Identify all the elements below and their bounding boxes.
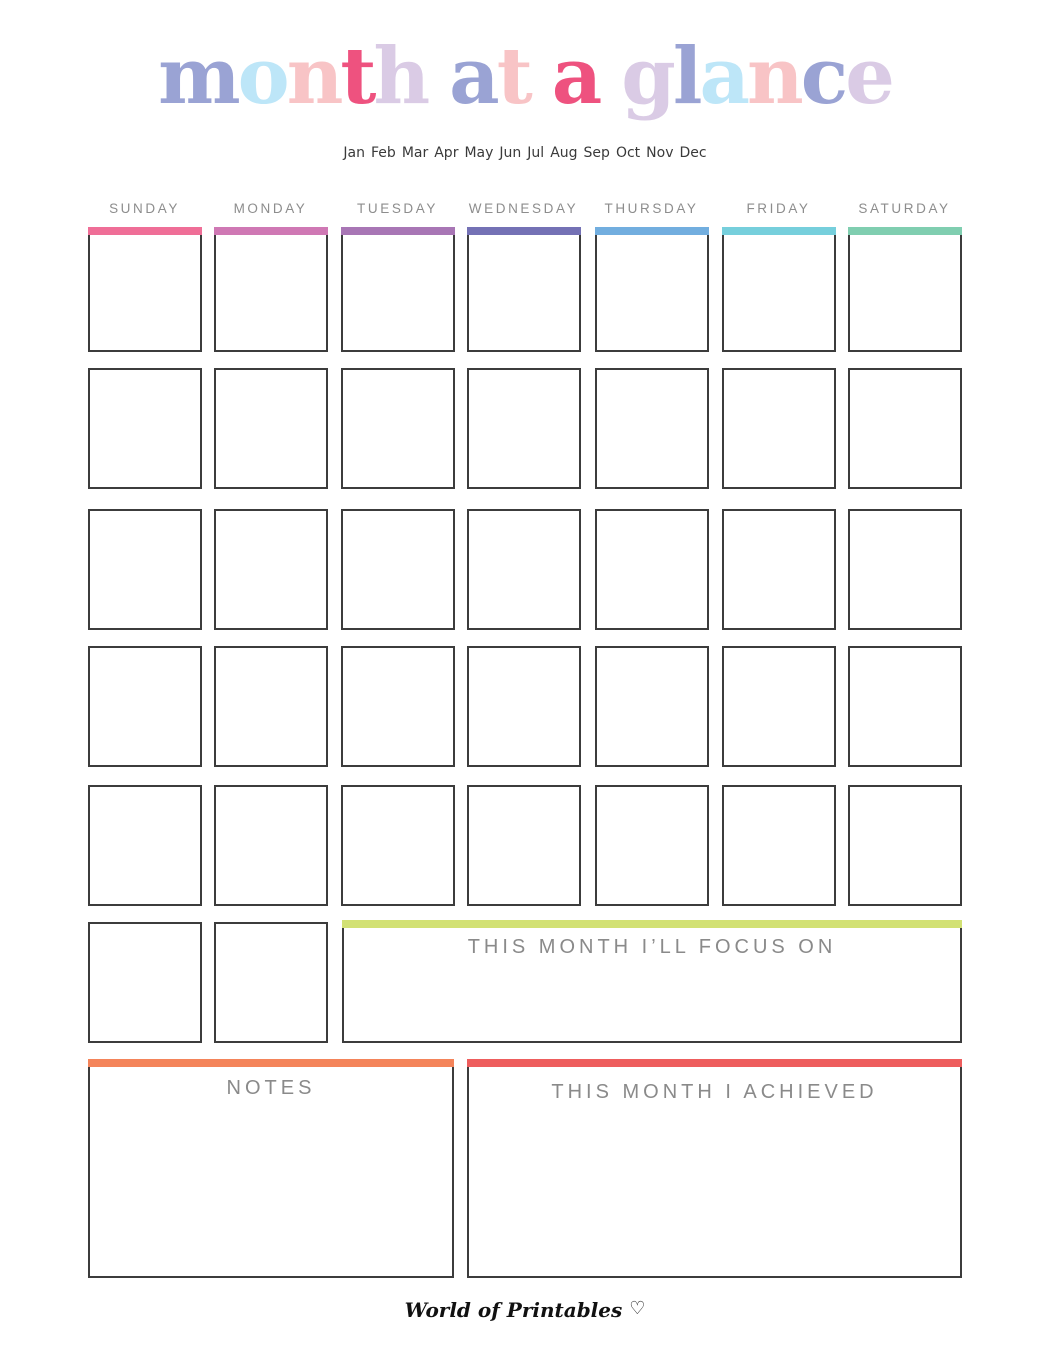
- notes-label: NOTES: [226, 1077, 316, 1099]
- title-letter: m: [158, 31, 238, 122]
- title-space: [530, 22, 552, 132]
- focus-label: THIS MONTH I’LL FOCUS ON: [467, 936, 837, 958]
- month-feb: Feb: [371, 145, 396, 161]
- day-cell[interactable]: [722, 646, 836, 767]
- day-header-friday: FRIDAY: [746, 201, 811, 216]
- month-jan: Jan: [343, 145, 366, 161]
- day-cell[interactable]: [88, 368, 202, 489]
- day-cell[interactable]: [214, 509, 328, 630]
- page-title: [0, 22, 1050, 132]
- day-cell[interactable]: [214, 646, 328, 767]
- heart-icon: ♡: [629, 1298, 646, 1319]
- month-aug: Aug: [550, 145, 578, 161]
- day-cell[interactable]: [214, 235, 328, 352]
- day-color-bar-tuesday: [341, 227, 455, 235]
- brand-logo: [0, 1298, 1050, 1322]
- title-letter: h: [373, 31, 428, 122]
- day-cell[interactable]: [595, 509, 709, 630]
- notes-box[interactable]: [88, 1067, 454, 1278]
- day-cell[interactable]: [722, 368, 836, 489]
- month-jun: Jun: [499, 145, 522, 161]
- title-letter: a: [699, 31, 748, 122]
- day-cell[interactable]: [88, 646, 202, 767]
- day-cell[interactable]: [88, 235, 202, 352]
- day-header-monday: MONDAY: [233, 201, 308, 216]
- day-cell[interactable]: [341, 785, 455, 906]
- day-cell[interactable]: [848, 646, 962, 767]
- day-cell[interactable]: [341, 646, 455, 767]
- title-letter: n: [747, 31, 801, 122]
- title-letter: t: [340, 31, 374, 122]
- day-cell[interactable]: [341, 235, 455, 352]
- day-cell[interactable]: [214, 922, 328, 1043]
- month-jul: Jul: [527, 145, 545, 161]
- title-letter: e: [845, 31, 892, 122]
- month-dec: Dec: [679, 145, 707, 161]
- day-cell[interactable]: [722, 509, 836, 630]
- day-cell[interactable]: [722, 785, 836, 906]
- title-space: [427, 22, 449, 132]
- focus-box[interactable]: [342, 928, 962, 1043]
- month-oct: Oct: [615, 145, 641, 161]
- title-letter: l: [672, 31, 700, 122]
- day-cell[interactable]: [595, 368, 709, 489]
- day-color-bar-thursday: [595, 227, 709, 235]
- day-color-bar-wednesday: [467, 227, 581, 235]
- title-letter: a: [551, 31, 600, 122]
- day-cell[interactable]: [467, 368, 581, 489]
- day-cell[interactable]: [467, 235, 581, 352]
- day-header-tuesday: TUESDAY: [357, 201, 438, 216]
- title-letter: o: [237, 31, 287, 122]
- day-header-wednesday: WEDNESDAY: [468, 201, 579, 216]
- title-letter: g: [621, 31, 673, 122]
- day-cell[interactable]: [722, 235, 836, 352]
- day-cell[interactable]: [214, 368, 328, 489]
- day-cell[interactable]: [341, 509, 455, 630]
- achieved-label: THIS MONTH I ACHIEVED: [551, 1081, 878, 1103]
- day-cell[interactable]: [88, 509, 202, 630]
- day-color-bar-monday: [214, 227, 328, 235]
- month-nov: Nov: [646, 145, 674, 161]
- day-cell[interactable]: [595, 785, 709, 906]
- day-cell[interactable]: [467, 646, 581, 767]
- title-letter: c: [800, 31, 846, 122]
- day-cell[interactable]: [848, 368, 962, 489]
- title-letter: t: [496, 31, 530, 122]
- achieved-color-bar: [467, 1059, 962, 1067]
- focus-color-bar: [342, 920, 962, 928]
- day-cell[interactable]: [467, 509, 581, 630]
- day-cell[interactable]: [88, 922, 202, 1043]
- day-header-sunday: SUNDAY: [109, 201, 180, 216]
- day-cell[interactable]: [467, 785, 581, 906]
- achieved-box[interactable]: [467, 1067, 962, 1278]
- day-header-thursday: THURSDAY: [604, 201, 699, 216]
- day-header-saturday: SATURDAY: [858, 201, 951, 216]
- day-color-bar-saturday: [848, 227, 962, 235]
- day-cell[interactable]: [341, 368, 455, 489]
- day-cell[interactable]: [595, 646, 709, 767]
- month-list: [0, 145, 1050, 161]
- day-color-bar-sunday: [88, 227, 202, 235]
- month-mar: Mar: [401, 145, 429, 161]
- day-cell[interactable]: [848, 235, 962, 352]
- day-cell[interactable]: [214, 785, 328, 906]
- day-cell[interactable]: [848, 785, 962, 906]
- title-space: [599, 22, 621, 132]
- month-may: May: [464, 145, 494, 161]
- day-cell[interactable]: [848, 509, 962, 630]
- title-letter: n: [286, 31, 341, 122]
- title-letter: a: [449, 31, 497, 122]
- notes-color-bar: [88, 1059, 454, 1067]
- month-apr: Apr: [434, 145, 459, 161]
- day-color-bar-friday: [722, 227, 836, 235]
- day-cell[interactable]: [595, 235, 709, 352]
- day-cell[interactable]: [88, 785, 202, 906]
- month-sep: Sep: [583, 145, 610, 161]
- brand-text: World of Printables: [404, 1298, 623, 1322]
